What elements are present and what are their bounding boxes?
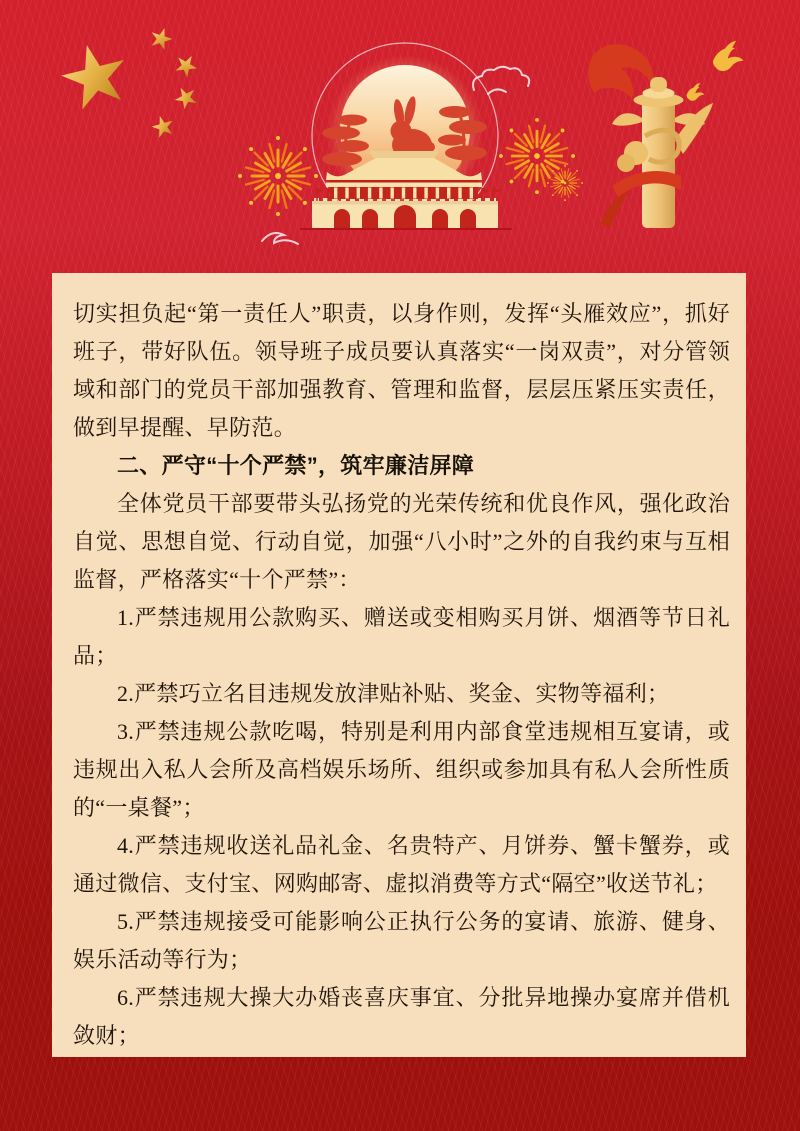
section-heading: 二、严守“十个严禁”，筑牢廉洁屏障 bbox=[117, 453, 475, 478]
paragraph: 切实担负起“第一责任人”职责，以身作则，发挥“头雁效应”，抓好班子，带好队伍。领导班子成员要认真落实“一岗双责”，对分管领域和部门的党员干部加强教育、管理和监督，层层压紧压实责任，做到早提醒、早防范。 bbox=[73, 301, 730, 440]
dove-icon bbox=[687, 41, 744, 101]
content-panel bbox=[52, 273, 746, 1057]
paragraph: 3.严禁违规公款吃喝，特别是利用内部食堂违规相互宴请，或违规出入私人会所及高档娱乐场所、组织或参加具有私人会所性质的“一桌餐”； bbox=[73, 719, 730, 820]
paragraph: 5.严禁违规接受可能影响公正执行公务的宴请、旅游、健身、娱乐活动等行为； bbox=[73, 909, 730, 972]
paragraph: 2.严禁巧立名目违规发放津贴补贴、奖金、实物等福利； bbox=[117, 681, 670, 706]
paragraph: 1.严禁违规用公款购买、赠送或变相购买月饼、烟酒等节日礼品； bbox=[73, 605, 730, 668]
paragraph: 4.严禁违规收送礼品礼金、名贵特产、月饼券、蟹卡蟹券，或通过微信、支付宝、网购邮寄、虚拟消费等方式“隔空”收送节礼； bbox=[73, 833, 730, 896]
header-decoration bbox=[0, 0, 800, 270]
five-gold-stars-icon bbox=[55, 25, 201, 139]
paragraph: 全体党员干部要带头弘扬党的光荣传统和优良作风，强化政治自觉、思想自觉、行动自觉，加强“八小时”之外的自我约束与互相监督，严格落实“十个严禁”： bbox=[73, 491, 730, 592]
paragraph: 6.严禁违规大操大办婚丧喜庆事宜、分批异地操办宴席并借机敛财； bbox=[73, 985, 730, 1048]
ribbon-icon bbox=[588, 44, 653, 99]
mid-autumn-moon-scene bbox=[300, 43, 512, 229]
huabiao-column-icon bbox=[588, 44, 713, 228]
